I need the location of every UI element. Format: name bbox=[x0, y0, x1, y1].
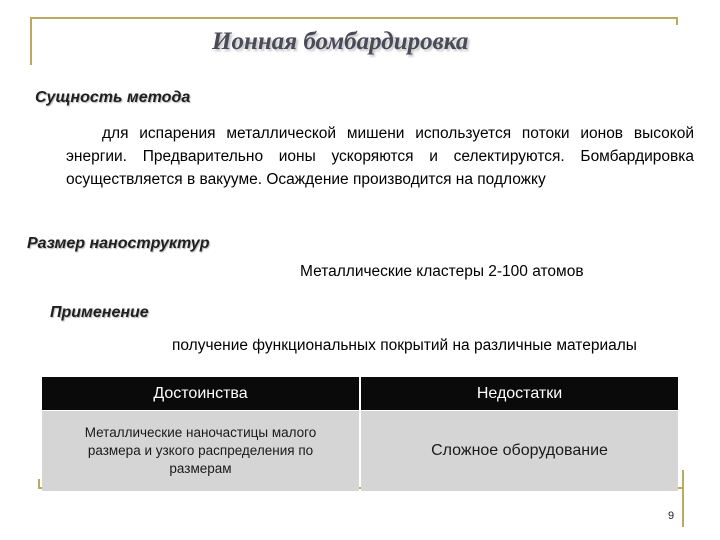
size-text: Металлические кластеры 2-100 атомов bbox=[300, 263, 584, 280]
table-header-advantages: Достоинства bbox=[42, 377, 359, 410]
table-cell-advantage: Металлические наночастицы малого размера и узкого распределения по размерам bbox=[42, 411, 359, 491]
frame-bottom-right-line bbox=[682, 470, 684, 527]
page-number: 9 bbox=[668, 510, 675, 522]
essence-text: для испарения металлической мишени используется потоки ионов высокой энергии. Предварительно ионы ускоряются и селектируются. Бомбардировка осуществляется в вакууме. Осаждение производится на подложку bbox=[66, 125, 694, 188]
table-header-disadvantages: Недостатки bbox=[361, 377, 678, 410]
table-cell-disadvantage: Сложное оборудование bbox=[361, 411, 678, 491]
essence-heading: Сущность метода bbox=[35, 89, 191, 106]
frame-right-tick bbox=[676, 17, 678, 25]
frame-bottom-left-tick bbox=[38, 479, 40, 489]
size-heading: Размер наноструктур bbox=[27, 235, 210, 252]
application-text: получение функциональных покрытий на различные материалы bbox=[172, 337, 637, 354]
slide-title: Ионная бомбардировка bbox=[212, 28, 469, 55]
application-heading: Применение bbox=[50, 304, 149, 321]
frame-left-line bbox=[30, 17, 32, 65]
pros-cons-table bbox=[42, 377, 678, 491]
frame-top-line bbox=[30, 17, 676, 19]
